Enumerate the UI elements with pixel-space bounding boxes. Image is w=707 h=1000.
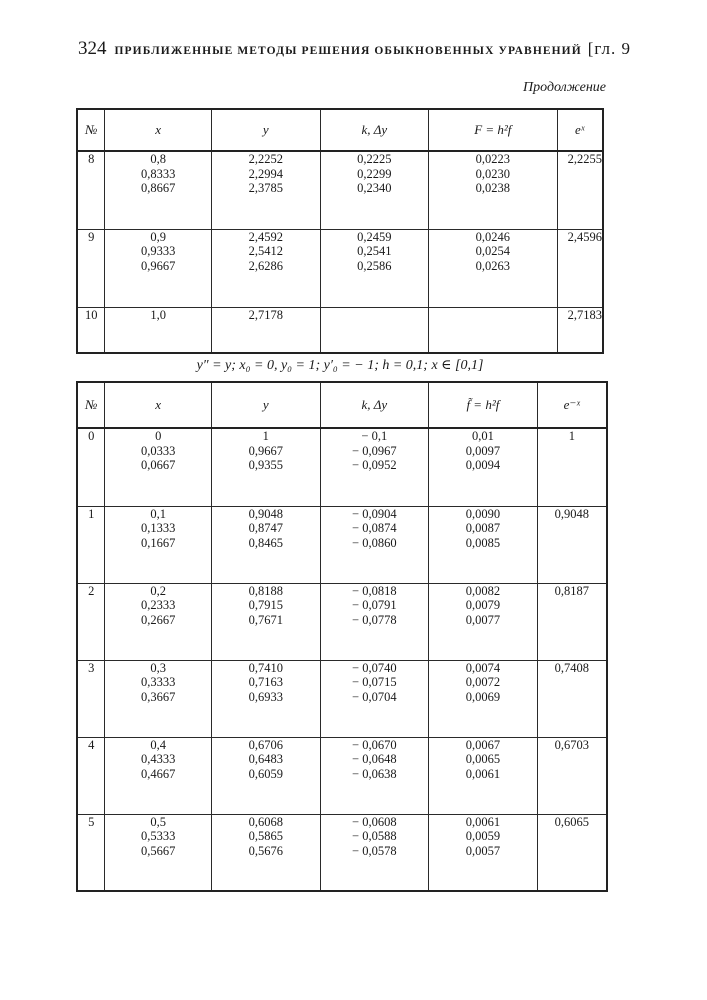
cell-value: − 0,0778 [352, 612, 397, 627]
header-k-delta-y: k, Δy [320, 109, 429, 151]
cell-value: 1,0 [150, 307, 166, 322]
cell-value: − 0,1 [361, 429, 388, 443]
cell-y-values [211, 737, 320, 814]
row-number: 2 [77, 583, 105, 660]
cell-value: 0,0061 [465, 814, 501, 829]
cell-y-values [211, 506, 320, 583]
cell-value: 0,5 [150, 814, 166, 829]
cell-value: 2,2994 [248, 166, 283, 181]
cell-value: 0,9667 [141, 258, 176, 273]
cell-value: 0,9333 [141, 244, 176, 258]
cell-value: − 0,0952 [352, 458, 397, 472]
cell-f-values [429, 229, 557, 307]
table-row [77, 307, 603, 353]
cell-k-values [320, 307, 429, 353]
cell-value: − 0,0818 [352, 583, 397, 598]
cell-exact-value: 1 [537, 428, 607, 506]
cell-value: 0,01 [471, 429, 494, 443]
cell-value: 0,0061 [465, 766, 501, 781]
cell-value: − 0,0704 [352, 689, 397, 704]
cell-value: 0,3 [150, 660, 166, 675]
table-row [77, 814, 607, 891]
cell-y-values [211, 583, 320, 660]
cell-value: 0,2667 [141, 612, 176, 627]
cell-value: 0,0082 [465, 583, 501, 598]
cell-value: 2,5412 [248, 244, 283, 258]
cell-value: 0,7410 [248, 660, 283, 675]
cell-value: − 0,0874 [352, 521, 397, 535]
cell-value: 0,6059 [248, 766, 283, 781]
cell-y-values [211, 428, 320, 506]
cell-value: − 0,0860 [352, 535, 397, 550]
table-header-row [77, 382, 607, 428]
cell-value: 0,0065 [465, 752, 501, 766]
initial-conditions: y″ = y; x₀ = 0, y₀ = 1; y′₀ = − 1; h = 0,1; x ∈ [0,1] [196, 358, 484, 373]
page-number: 324 [78, 38, 107, 59]
cell-value: − 0,0791 [352, 598, 397, 612]
cell-f-values [429, 583, 538, 660]
cell-value: 0,8333 [141, 166, 176, 181]
cell-value: 0,0059 [465, 829, 501, 843]
row-number: 0 [77, 428, 105, 506]
cell-value: 0,0057 [465, 843, 501, 858]
cell-k-values [320, 583, 429, 660]
cell-value: 0,5676 [248, 843, 283, 858]
header-f-tilde: f̃ = h²f [429, 382, 538, 428]
cell-value: 0,6933 [248, 689, 283, 704]
cell-value: − 0,0715 [352, 675, 397, 689]
cell-k-values [320, 660, 429, 737]
cell-value: 1 [262, 429, 269, 443]
cell-value: 0,9667 [248, 443, 283, 458]
header-number: № [77, 382, 105, 428]
cell-value: 2,7178 [248, 307, 283, 322]
header-x: x [105, 382, 212, 428]
cell-value: 0,8188 [248, 583, 283, 598]
cell-f-values [429, 151, 557, 229]
header-y: y [211, 382, 320, 428]
table-row [77, 151, 603, 229]
table-row [77, 506, 607, 583]
cell-x-values [105, 151, 212, 229]
cell-value: 0,0072 [465, 675, 501, 689]
cell-k-values [320, 737, 429, 814]
cell-exact-value: 2,2255 [557, 151, 603, 229]
cell-f-values [429, 506, 538, 583]
cell-value: 0,2299 [357, 166, 392, 181]
cell-value: 0,1667 [141, 535, 176, 550]
cell-x-values [105, 660, 212, 737]
cell-k-values [320, 814, 429, 891]
cell-value: 0,2586 [357, 258, 392, 273]
cell-value: 0,7915 [248, 598, 283, 612]
cell-value: 2,6286 [248, 258, 283, 273]
table-row [77, 583, 607, 660]
cell-value: 0,4 [150, 737, 166, 752]
cell-value: 0,0067 [465, 737, 501, 752]
cell-f-values [429, 660, 538, 737]
cell-value: 0,8 [150, 152, 166, 166]
cell-value: 0,7671 [248, 612, 283, 627]
running-title: ПРИБЛИЖЕННЫЕ МЕТОДЫ РЕШЕНИЯ ОБЫКНОВЕННЫХ УРАВНЕНИЙ [114, 45, 582, 57]
cell-k-values [320, 229, 429, 307]
cell-value: 0,9048 [248, 506, 283, 521]
cell-value: − 0,0608 [352, 814, 397, 829]
cell-exact-value: 0,9048 [537, 506, 607, 583]
cell-value: 0,6483 [248, 752, 283, 766]
cell-value: 0,0074 [465, 660, 501, 675]
cell-value: 2,3785 [248, 181, 283, 195]
cell-value: 0,5667 [141, 843, 176, 858]
cell-value: 0,4333 [141, 752, 176, 766]
cell-value: 0,2225 [357, 152, 392, 166]
cell-value: 0,0087 [465, 521, 501, 535]
cell-value: 0,7163 [248, 675, 283, 689]
cell-value: 0,6068 [248, 814, 283, 829]
cell-x-values [105, 737, 212, 814]
cell-value: 0,0077 [465, 612, 501, 627]
cell-value: 0,0223 [475, 152, 510, 166]
cell-value: 0,0090 [465, 506, 501, 521]
table-row [77, 428, 607, 506]
cell-value: − 0,0670 [352, 737, 397, 752]
cell-k-values [320, 428, 429, 506]
cell-value: 0,0238 [475, 181, 510, 195]
cell-y-values [211, 229, 320, 307]
table-row [77, 229, 603, 307]
cell-value: − 0,0904 [352, 506, 397, 521]
cell-exact-value: 0,6065 [537, 814, 607, 891]
cell-value: 0,5865 [248, 829, 283, 843]
cell-value: 0,0094 [465, 458, 501, 472]
cell-y-values [211, 307, 320, 353]
cell-value: 0,0079 [465, 598, 501, 612]
cell-exact-value: 2,4596 [557, 229, 603, 307]
table-row [77, 737, 607, 814]
cell-value: 0,0085 [465, 535, 501, 550]
header-exp: eˣ [557, 109, 603, 151]
cell-value: 2,4592 [248, 229, 283, 244]
cell-value: 0,3667 [141, 689, 176, 704]
cell-y-values [211, 151, 320, 229]
cell-f-values [429, 428, 538, 506]
cell-value: 0,9 [150, 229, 166, 244]
cell-y-values [211, 814, 320, 891]
cell-value: 0,1333 [141, 521, 176, 535]
cell-f-values [429, 814, 538, 891]
table-row [77, 660, 607, 737]
cell-f-values [429, 737, 538, 814]
header-k-delta-y: k, Δy [320, 382, 429, 428]
cell-value: 0,8465 [248, 535, 283, 550]
cell-value: 0,0246 [475, 229, 510, 244]
cell-value: 0,8667 [141, 181, 176, 195]
header-number: № [77, 109, 105, 151]
table-second-problem [76, 381, 608, 892]
cell-x-values [105, 229, 212, 307]
cell-value: 0,5333 [141, 829, 176, 843]
section-reference: [гл. 9 [587, 39, 632, 58]
cell-exact-value: 2,7183 [557, 307, 603, 353]
cell-value: 0,2459 [357, 229, 392, 244]
page-header [78, 38, 632, 68]
row-number: 10 [77, 307, 105, 353]
header-y: y [211, 109, 320, 151]
row-number: 3 [77, 660, 105, 737]
cell-value: − 0,0967 [352, 443, 397, 458]
cell-x-values [105, 583, 212, 660]
header-exp-neg: e⁻ˣ [537, 382, 607, 428]
table-continued [76, 108, 604, 354]
cell-value: 0,0069 [465, 689, 501, 704]
cell-value: 0,2333 [141, 598, 176, 612]
cell-value: 0,9355 [248, 458, 283, 472]
cell-value: 0,0263 [475, 258, 510, 273]
cell-k-values [320, 506, 429, 583]
cell-value: − 0,0588 [352, 829, 397, 843]
cell-value: 0,0097 [465, 443, 501, 458]
cell-value: 0,2340 [357, 181, 392, 195]
row-number: 8 [77, 151, 105, 229]
cell-value: − 0,0638 [352, 766, 397, 781]
cell-k-values [320, 151, 429, 229]
cell-x-values [105, 814, 212, 891]
cell-y-values [211, 660, 320, 737]
cell-value: − 0,0740 [352, 660, 397, 675]
cell-value: 0,1 [150, 506, 166, 521]
table-header-row [77, 109, 603, 151]
cell-value: 0 [155, 429, 162, 443]
row-number: 5 [77, 814, 105, 891]
cell-exact-value: 0,8187 [537, 583, 607, 660]
cell-exact-value: 0,7408 [537, 660, 607, 737]
cell-value: 0,0333 [141, 443, 176, 458]
cell-x-values [105, 428, 212, 506]
header-x: x [105, 109, 212, 151]
cell-value: 0,8747 [248, 521, 283, 535]
header-f: F = h²f [429, 109, 557, 151]
cell-value: 0,0254 [475, 244, 510, 258]
row-number: 1 [77, 506, 105, 583]
cell-value: 0,2541 [357, 244, 392, 258]
continuation-label: Продолжение [523, 80, 606, 95]
cell-value: 2,2252 [248, 152, 283, 166]
cell-value: − 0,0578 [352, 843, 397, 858]
cell-value: 0,2 [150, 583, 166, 598]
cell-value: 0,3333 [141, 675, 176, 689]
row-number: 4 [77, 737, 105, 814]
cell-exact-value: 0,6703 [537, 737, 607, 814]
row-number: 9 [77, 229, 105, 307]
cell-x-values [105, 307, 212, 353]
cell-x-values [105, 506, 212, 583]
cell-value: 0,6706 [248, 737, 283, 752]
cell-f-values [429, 307, 557, 353]
cell-value: 0,4667 [141, 766, 176, 781]
cell-value: − 0,0648 [352, 752, 397, 766]
cell-value: 0,0667 [141, 458, 176, 472]
cell-value: 0,0230 [475, 166, 510, 181]
